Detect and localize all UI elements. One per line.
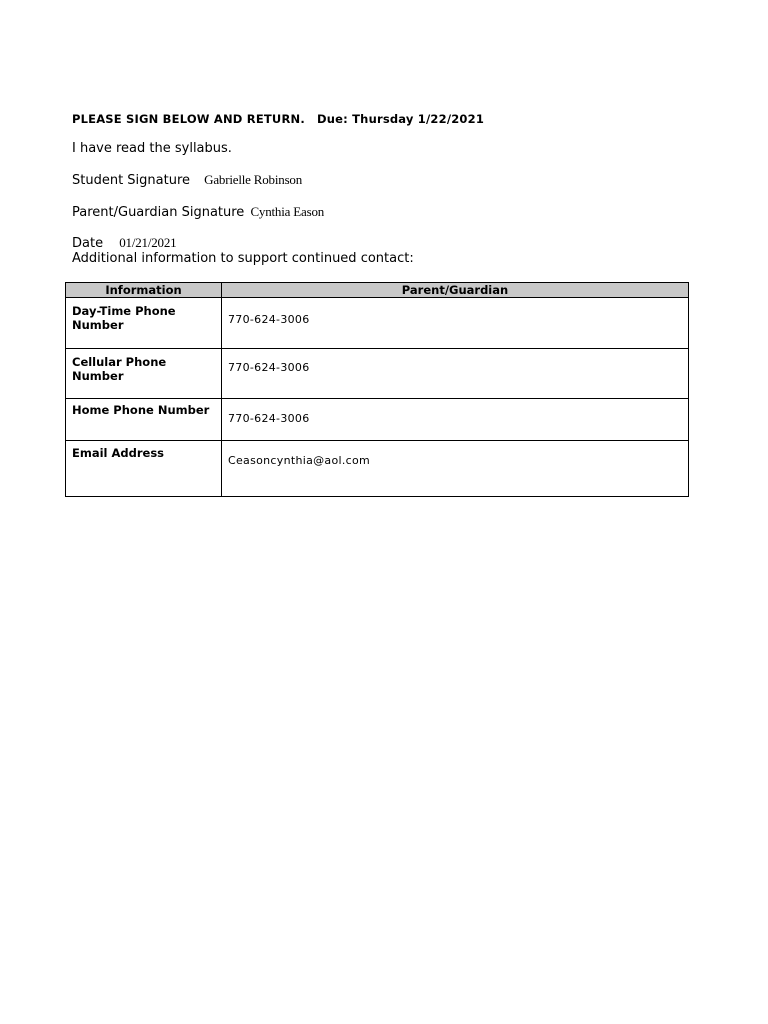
column-header-information: Information <box>66 283 222 298</box>
table-row <box>66 399 689 441</box>
syllabus-statement: I have read the syllabus. <box>72 141 232 156</box>
row-value-daytime-phone: 770-624-3006 <box>222 298 689 349</box>
parent-signature: Cynthia Eason <box>250 204 325 219</box>
date-value: 01/21/2021 <box>119 235 177 250</box>
date-line <box>72 235 176 251</box>
contact-table <box>65 282 689 497</box>
row-label-cellular-phone: Cellular Phone Number <box>66 349 222 399</box>
row-value-email: Ceasoncynthia@aol.com <box>222 441 689 497</box>
row-label-home-phone: Home Phone Number <box>66 399 222 441</box>
row-value-cellular-phone: 770-624-3006 <box>222 349 689 399</box>
column-header-parent-guardian: Parent/Guardian <box>222 283 689 298</box>
return-instruction: PLEASE SIGN BELOW AND RETURN. <box>72 112 305 126</box>
date-label: Date <box>72 236 104 251</box>
student-signature: Gabrielle Robinson <box>204 172 303 187</box>
header-line <box>72 112 485 126</box>
row-value-home-phone: 770-624-3006 <box>222 399 689 441</box>
table-row <box>66 441 689 497</box>
student-signature-line <box>72 172 302 188</box>
table-row <box>66 349 689 399</box>
row-label-daytime-phone: Day-Time Phone Number <box>66 298 222 349</box>
table-header-row <box>66 283 689 298</box>
table-row <box>66 298 689 349</box>
row-label-email: Email Address <box>66 441 222 497</box>
additional-info-heading: Additional information to support continued contact: <box>72 251 414 266</box>
parent-signature-line <box>72 204 324 220</box>
student-signature-label: Student Signature <box>72 173 191 188</box>
parent-signature-label: Parent/Guardian Signature <box>72 205 245 220</box>
due-date: Due: Thursday 1/22/2021 <box>317 112 485 126</box>
